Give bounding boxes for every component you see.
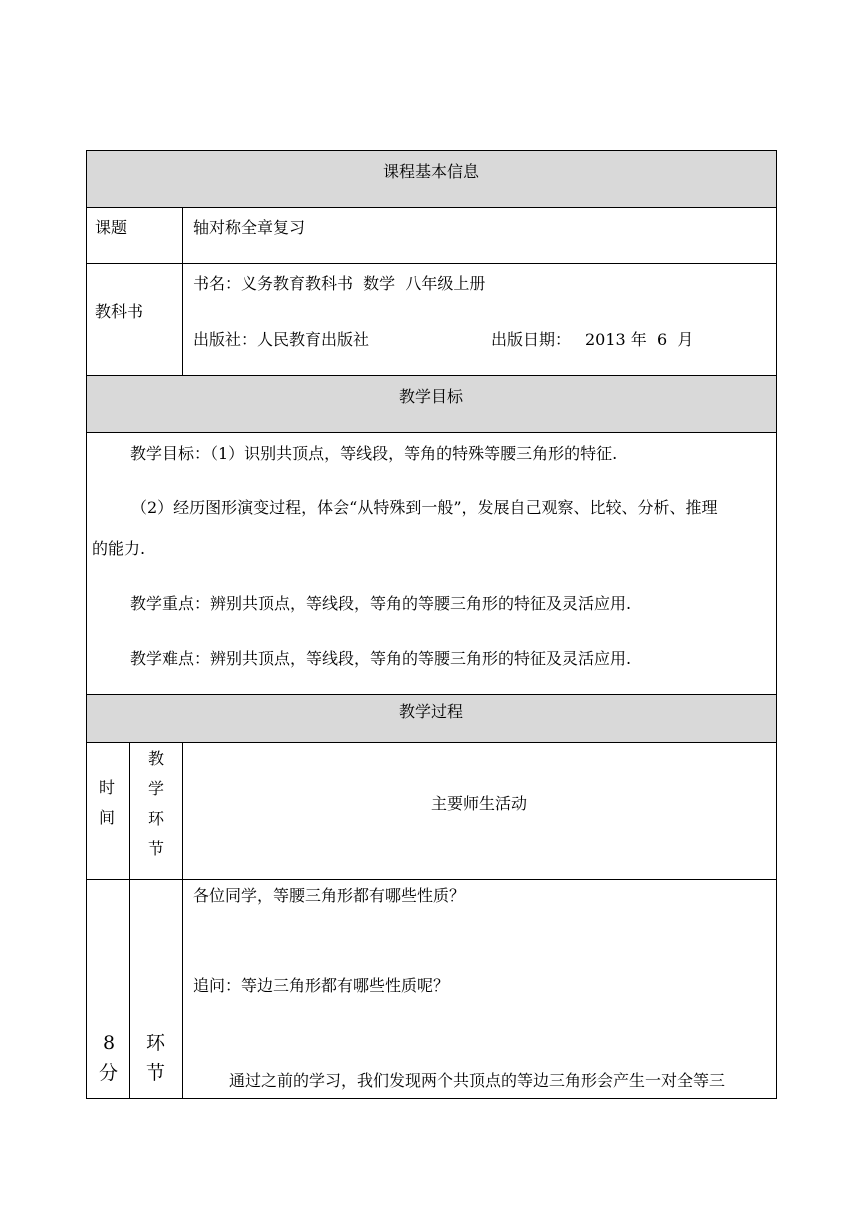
header-stage-char-1: 教 (148, 749, 165, 768)
textbook-publisher: 出版社：人民教育出版社 (193, 330, 370, 349)
question-1: 各位同学，等腰三角形都有哪些性质？ (193, 886, 466, 905)
textbook-date-label: 出版日期： (491, 330, 572, 349)
basic-info-title: 课程基本信息 (382, 162, 479, 181)
textbook-date-value: 2013 年 6 月 (585, 330, 694, 349)
goal-2-line-1: （2）经历图形演变过程，体会“从特殊到一般”，发展自己观察、比较、分析、推理 (131, 498, 718, 517)
topic-label: 课题 (95, 218, 128, 237)
header-stage-char-3: 环 (148, 809, 165, 828)
row-time-char-2: 分 (99, 1062, 119, 1084)
topic-value: 轴对称全章复习 (193, 218, 306, 237)
header-time-char-2: 间 (99, 808, 116, 827)
header-stage-char-4: 节 (148, 839, 165, 858)
header-stage-char-2: 学 (148, 779, 165, 798)
goal-2-line-2: 的能力. (92, 539, 146, 558)
process-title: 教学过程 (398, 702, 463, 721)
difficult-points: 教学难点：辨别共顶点，等线段，等角的等腰三角形的特征及灵活应用. (130, 649, 632, 668)
goal-1: 教学目标：（1）识别共顶点，等线段，等角的特殊等腰三角形的特征. (130, 444, 618, 463)
row-stage-char-1: 环 (146, 1032, 166, 1054)
key-points: 教学重点：辨别共顶点，等线段，等角的等腰三角形的特征及灵活应用. (130, 594, 632, 613)
question-2: 追问：等边三角形都有哪些性质呢？ (193, 976, 450, 995)
row-stage-char-2: 节 (146, 1062, 166, 1084)
textbook-label: 教科书 (95, 302, 144, 321)
row-time-char-1: 8 (103, 1032, 116, 1054)
header-activity: 主要师生活动 (430, 794, 527, 813)
header-time-char-1: 时 (99, 778, 116, 797)
activity-text: 通过之前的学习，我们发现两个共顶点的等边三角形会产生一对全等三 (229, 1071, 726, 1090)
goals-title: 教学目标 (398, 387, 463, 406)
textbook-book-line: 书名：义务教育教科书 数学 八年级上册 (193, 274, 486, 293)
